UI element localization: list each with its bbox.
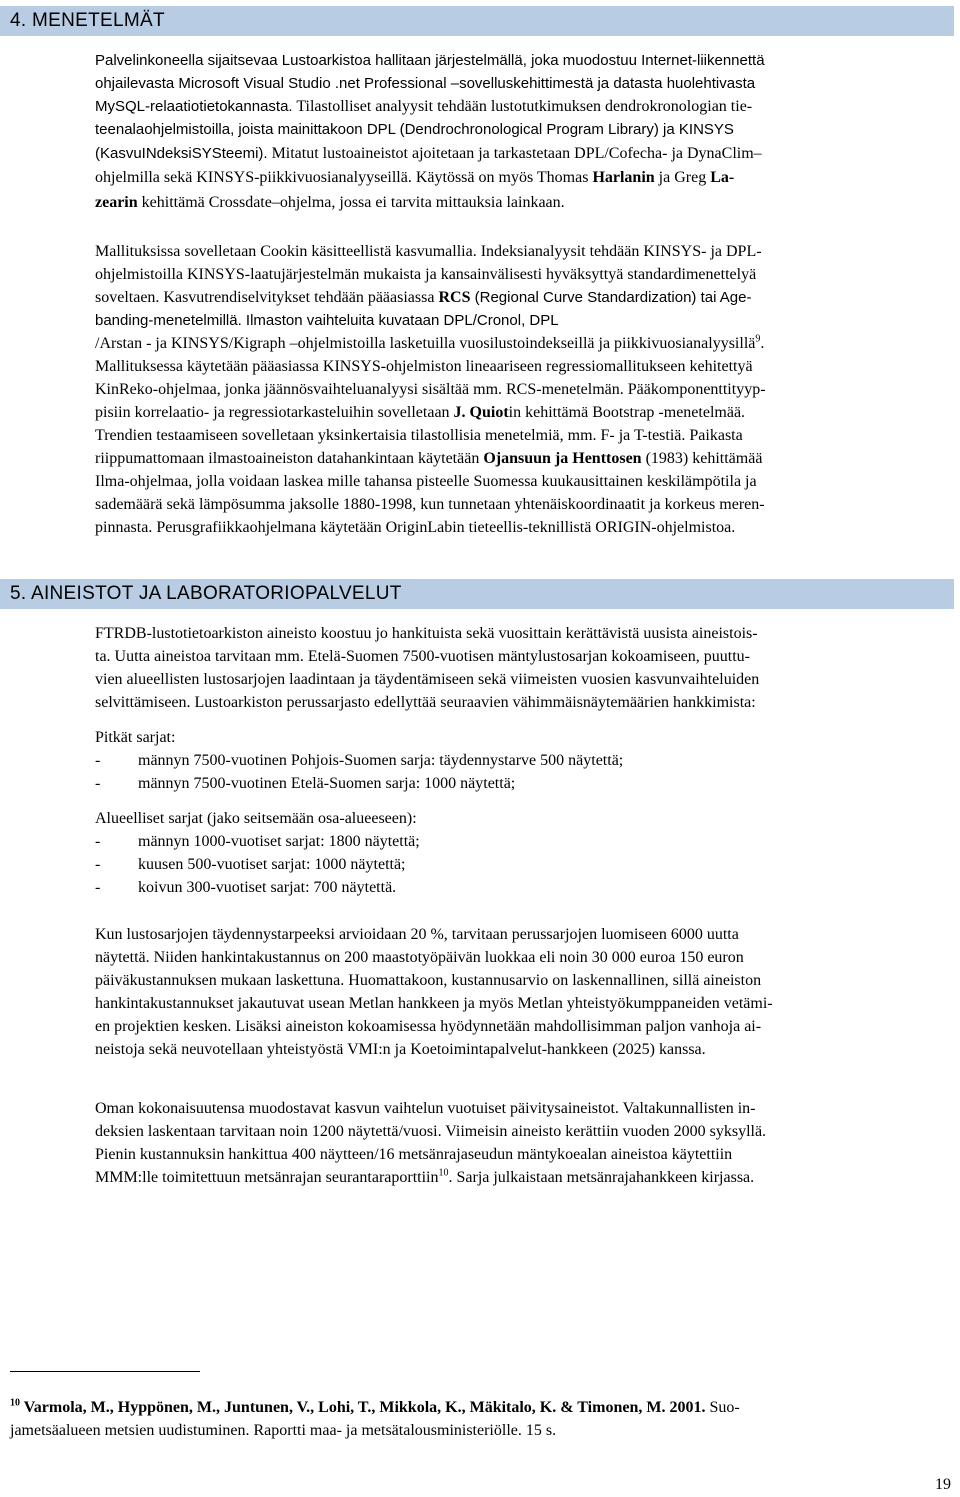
text-line: Oman kokonaisuutensa muodostavat kasvun vaihtelun vuotuiset päivitysaineistot. Valtakunnallisten in- bbox=[95, 1100, 756, 1117]
text-line: KinReko-ohjelmaa, jonka jäännösvaihteluanalyysi sisältää mm. RCS-menetelmän. Pääkomponenttityyp- bbox=[95, 381, 766, 398]
text-line: MySQL-relaatiotietokannasta. Tilastolliset analyysit tehdään lustotutkimuksen dendrokronologian tie- bbox=[95, 98, 753, 115]
text-line: näytettä. Niiden hankintakustannus on 200 maastotyöpäivän luokkaa eli noin 30 000 euroa 150 euron bbox=[95, 949, 744, 966]
text-line: pinnasta. Perusgrafiikkaohjelmana käytetään OriginLabin tieteellis-teknillistä ORIGIN-ohjelmistoa. bbox=[95, 519, 736, 536]
list-label: Alueelliset sarjat (jako seitsemään osa-alueeseen): bbox=[95, 810, 417, 827]
footnote-line-1: $^{10}$ Varmola, M., Hyppönen, M., Juntunen, V., Lohi, T., Mikkola, K., Mäkitalo, K. & Timonen, M. 2001. Suo- bbox=[10, 1397, 740, 1416]
text-line: ohjailevasta Microsoft Visual Studio .net Professional –sovelluskehittimestä ja datasta huolehtivasta bbox=[95, 75, 756, 92]
text-line: MMM:lle toimitettuun metsänrajan seurantaraporttiin$^{10}$. Sarja julkaistaan metsänrajahankkeen kirjassa. bbox=[95, 1167, 755, 1186]
text-line: ohjelmilla sekä KINSYS-piikkivuosianalyyseillä. Käytössä on myös Thomas Harlanin ja Greg La- bbox=[95, 169, 735, 186]
list-item: - koivun 300-vuotiset sarjat: 700 näytettä. bbox=[95, 879, 397, 896]
list-item: - männyn 7500-vuotinen Etelä-Suomen sarja: 1000 näytettä; bbox=[95, 775, 516, 792]
text-line: neistoja sekä neuvotellaan yhteistyöstä VMI:n ja Koetoimintapalvelut-hankkeen (2025) kanssa. bbox=[95, 1041, 706, 1058]
text-line: deksien laskentaan tarvitaan noin 1200 näytettä/vuosi. Viimeisin aineisto kerättiin vuoden 2000 syksyllä. bbox=[95, 1123, 767, 1140]
footnote-line-2: jametsäalueen metsien uudistuminen. Raportti maa- ja metsätalousministeriölle. 15 s. bbox=[10, 1422, 557, 1439]
text-line: selvittämiseen. Lustoarkiston perussarjasto edellyttää seuraavien vähimmäisnäytemäärien hankkimista: bbox=[95, 694, 756, 711]
text-line: ohjelmistoilla KINSYS-laatujärjestelmän mukaista ja kansainvälisesti hyväksyttyä standardimenettelyä bbox=[95, 266, 757, 283]
text-line: Mallituksessa käytetään pääasiassa KINSYS-ohjelmiston lineaariseen regressiomallitukseen kehitettyä bbox=[95, 358, 753, 375]
text-line: FTRDB-lustotietoarkiston aineisto koostuu jo hankituista sekä vuosittain kerättävistä uusista aineistois- bbox=[95, 625, 758, 642]
text-line: en projektien kesken. Lisäksi aineiston kokoamisessa hyödynnetään mahdollisimman paljon vanhoja ai- bbox=[95, 1018, 762, 1035]
text-line: päiväkustannuksen mukaan laskettuna. Huomattakoon, kustannusarvio on laskennallinen, sillä aineiston bbox=[95, 972, 762, 989]
text-line: Pienin kustannuksin hankittua 400 näytteen/16 metsänrajaseudun mäntykoealan aineistoa käytettiin bbox=[95, 1146, 733, 1163]
text-line: Trendien testaamiseen sovelletaan yksinkertaisia tilastollisia menetelmiä, mm. F- ja T-testiä. Paikasta bbox=[95, 427, 743, 444]
section-5-heading: 5. AINEISTOT JA LABORATORIOPALVELUT bbox=[0, 579, 954, 609]
text-line: riippumattomaan ilmastoaineiston datahankintaan käytetään Ojansuun ja Henttosen (1983) kehittämää bbox=[95, 450, 763, 467]
text-line: vien alueellisten lustosarjojen laadintaan ja täydentämiseen sekä viimeisten vuosien kasvunvaihteluiden bbox=[95, 671, 760, 688]
page-number: 19 bbox=[935, 1476, 951, 1493]
list-item: - männyn 7500-vuotinen Pohjois-Suomen sarja: täydennystarve 500 näytettä; bbox=[95, 752, 624, 769]
text-line: soveltaen. Kasvutrendiselvitykset tehdään pääasiassa RCS (Regional Curve Standardization) tai Age- bbox=[95, 289, 752, 306]
text-line: banding-menetelmillä. Ilmaston vaihteluita kuvataan DPL/Cronol, DPL bbox=[95, 312, 559, 329]
text-line: pisiin korrelaatio- ja regressiotarkasteluihin sovelletaan J. Quiotin kehittämä Bootstrap -menetelmää. bbox=[95, 404, 746, 421]
list-item: - männyn 1000-vuotiset sarjat: 1800 näytettä; bbox=[95, 833, 420, 850]
text-line: zearin kehittämä Crossdate–ohjelma, jossa ei tarvita mittauksia lainkaan. bbox=[95, 194, 565, 211]
text-line: /Arstan - ja KINSYS/Kigraph –ohjelmistoilla lasketuilla vuosilustoindekseillä ja piikkivuosianalyysillä$^9$. bbox=[95, 333, 765, 352]
text-line: ta. Uutta aineistoa tarvitaan mm. Etelä-Suomen 7500-vuotisen mäntylustosarjan kokoamiseen, puuttu- bbox=[95, 648, 750, 665]
footnote-divider bbox=[10, 1371, 200, 1372]
text-line: sademäärä sekä lämpösumma jaksolle 1880-1998, kun tunnetaan yhtenäiskoordinaatit ja korkeus meren- bbox=[95, 496, 765, 513]
section-4-heading: 4. MENETELMÄT bbox=[0, 6, 954, 36]
text-line: (KasvuINdeksiSYSteemi). Mitatut lustoaineistot ajoitetaan ja tarkastetaan DPL/Cofecha- ja DynaClim– bbox=[95, 145, 762, 162]
list-item: - kuusen 500-vuotiset sarjat: 1000 näytettä; bbox=[95, 856, 406, 873]
text-line: Palvelinkoneella sijaitsevaa Lustoarkistoa hallitaan järjestelmällä, joka muodostuu Internet-liikennettä bbox=[95, 52, 765, 69]
list-label: Pitkät sarjat: bbox=[95, 729, 176, 746]
text-line: Kun lustosarjojen täydennystarpeeksi arvioidaan 20 %, tarvitaan perussarjojen luomiseen 6000 uutta bbox=[95, 926, 739, 943]
text-line: hankintakustannukset jakautuvat usean Metlan hankkeen ja myös Metlan yhteistyökumppaneiden vetämi- bbox=[95, 995, 773, 1012]
text-line: teenalaohjelmistoilla, joista mainittakoon DPL (Dendrochronological Program Library) ja KINSYS bbox=[95, 121, 734, 138]
text-line: Ilma-ohjelmaa, jolla voidaan laskea mille tahansa pisteelle Suomessa kuukausittainen keskilämpötila ja bbox=[95, 473, 757, 490]
text-line: Mallituksissa sovelletaan Cookin käsitteellistä kasvumallia. Indeksianalyysit tehdään KINSYS- ja DPL- bbox=[95, 243, 762, 260]
